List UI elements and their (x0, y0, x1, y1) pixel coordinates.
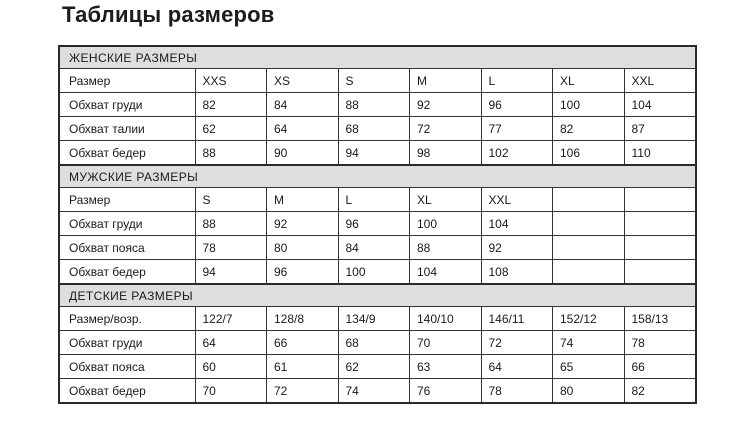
table-cell: 78 (195, 236, 267, 260)
table-cell (553, 260, 625, 285)
table-cell: 80 (553, 379, 625, 404)
table-cell: 96 (481, 93, 553, 117)
table-cell: 110 (624, 141, 696, 166)
table-cell: XXL (624, 69, 696, 93)
table-cell: 60 (195, 355, 267, 379)
table-cell: 74 (338, 379, 410, 404)
row-label: Обхват бедер (59, 379, 195, 404)
table-cell: 100 (410, 212, 482, 236)
table-cell: 70 (195, 379, 267, 404)
table-cell: 92 (410, 93, 482, 117)
row-label: Размер (59, 69, 195, 93)
table-cell: 82 (195, 93, 267, 117)
table-cell: 158/13 (624, 307, 696, 331)
section-heading: ДЕТСКИЕ РАЗМЕРЫ (59, 284, 696, 307)
table-cell: 104 (624, 93, 696, 117)
table-row (59, 331, 696, 355)
section-header-men (59, 165, 696, 188)
table-cell: 87 (624, 117, 696, 141)
table-cell: 77 (481, 117, 553, 141)
table-cell: 92 (481, 236, 553, 260)
table-cell: 80 (267, 236, 339, 260)
table-cell: 82 (624, 379, 696, 404)
table-cell: L (338, 188, 410, 212)
table-cell: 68 (338, 331, 410, 355)
table-cell: 98 (410, 141, 482, 166)
table-cell: 88 (195, 141, 267, 166)
row-label: Обхват пояса (59, 236, 195, 260)
size-table-body (59, 46, 696, 403)
table-cell: 78 (481, 379, 553, 404)
table-row (59, 307, 696, 331)
table-cell: 94 (195, 260, 267, 285)
table-cell (553, 188, 625, 212)
table-cell (553, 236, 625, 260)
table-cell: 88 (410, 236, 482, 260)
section-heading: МУЖСКИЕ РАЗМЕРЫ (59, 165, 696, 188)
table-cell: 84 (338, 236, 410, 260)
table-cell: 61 (267, 355, 339, 379)
table-cell: 96 (267, 260, 339, 285)
table-cell: 140/10 (410, 307, 482, 331)
table-cell (624, 188, 696, 212)
table-cell: XS (267, 69, 339, 93)
page-title: Таблицы размеров (62, 2, 275, 27)
table-cell: 65 (553, 355, 625, 379)
section-heading: ЖЕНСКИЕ РАЗМЕРЫ (59, 46, 696, 69)
table-cell: 104 (410, 260, 482, 285)
table-cell: S (338, 69, 410, 93)
row-label: Обхват груди (59, 212, 195, 236)
table-cell: 64 (195, 331, 267, 355)
row-label: Размер (59, 188, 195, 212)
table-cell: M (410, 69, 482, 93)
table-cell: 106 (553, 141, 625, 166)
table-cell: 92 (267, 212, 339, 236)
table-row (59, 236, 696, 260)
table-row (59, 117, 696, 141)
table-cell: XL (410, 188, 482, 212)
table-cell: XXS (195, 69, 267, 93)
table-cell: 146/11 (481, 307, 553, 331)
table-row (59, 260, 696, 285)
table-cell (624, 236, 696, 260)
size-table (58, 45, 697, 404)
row-label: Обхват груди (59, 93, 195, 117)
table-cell: 108 (481, 260, 553, 285)
table-cell: 66 (267, 331, 339, 355)
table-cell: 134/9 (338, 307, 410, 331)
table-cell: 96 (338, 212, 410, 236)
table-cell: 102 (481, 141, 553, 166)
section-header-women (59, 46, 696, 69)
table-cell: 94 (338, 141, 410, 166)
table-cell: 152/12 (553, 307, 625, 331)
table-cell: 88 (195, 212, 267, 236)
row-label: Обхват груди (59, 331, 195, 355)
table-cell: 70 (410, 331, 482, 355)
table-cell: S (195, 188, 267, 212)
table-cell: XL (553, 69, 625, 93)
table-cell (624, 260, 696, 285)
table-cell: 76 (410, 379, 482, 404)
row-label: Обхват бедер (59, 141, 195, 166)
table-cell: 74 (553, 331, 625, 355)
table-cell: 82 (553, 117, 625, 141)
table-cell: 64 (267, 117, 339, 141)
table-cell: 100 (553, 93, 625, 117)
table-cell (553, 212, 625, 236)
table-cell: 72 (410, 117, 482, 141)
section-header-children (59, 284, 696, 307)
table-cell: 72 (481, 331, 553, 355)
table-cell (624, 212, 696, 236)
table-cell: 62 (195, 117, 267, 141)
table-cell: 104 (481, 212, 553, 236)
row-label: Обхват талии (59, 117, 195, 141)
table-cell: 64 (481, 355, 553, 379)
table-cell: 122/7 (195, 307, 267, 331)
table-cell: 68 (338, 117, 410, 141)
table-cell: 90 (267, 141, 339, 166)
table-cell: 78 (624, 331, 696, 355)
table-row (59, 212, 696, 236)
table-row (59, 69, 696, 93)
row-label: Размер/возр. (59, 307, 195, 331)
row-label: Обхват пояса (59, 355, 195, 379)
table-cell: 72 (267, 379, 339, 404)
table-row (59, 355, 696, 379)
table-cell: 128/8 (267, 307, 339, 331)
table-cell: 88 (338, 93, 410, 117)
table-cell: XXL (481, 188, 553, 212)
table-cell: 62 (338, 355, 410, 379)
table-cell: 100 (338, 260, 410, 285)
table-cell: 66 (624, 355, 696, 379)
table-row (59, 188, 696, 212)
table-cell: M (267, 188, 339, 212)
table-cell: 84 (267, 93, 339, 117)
table-cell: 63 (410, 355, 482, 379)
table-row (59, 93, 696, 117)
row-label: Обхват бедер (59, 260, 195, 285)
table-cell: L (481, 69, 553, 93)
table-row (59, 379, 696, 404)
table-row (59, 141, 696, 166)
